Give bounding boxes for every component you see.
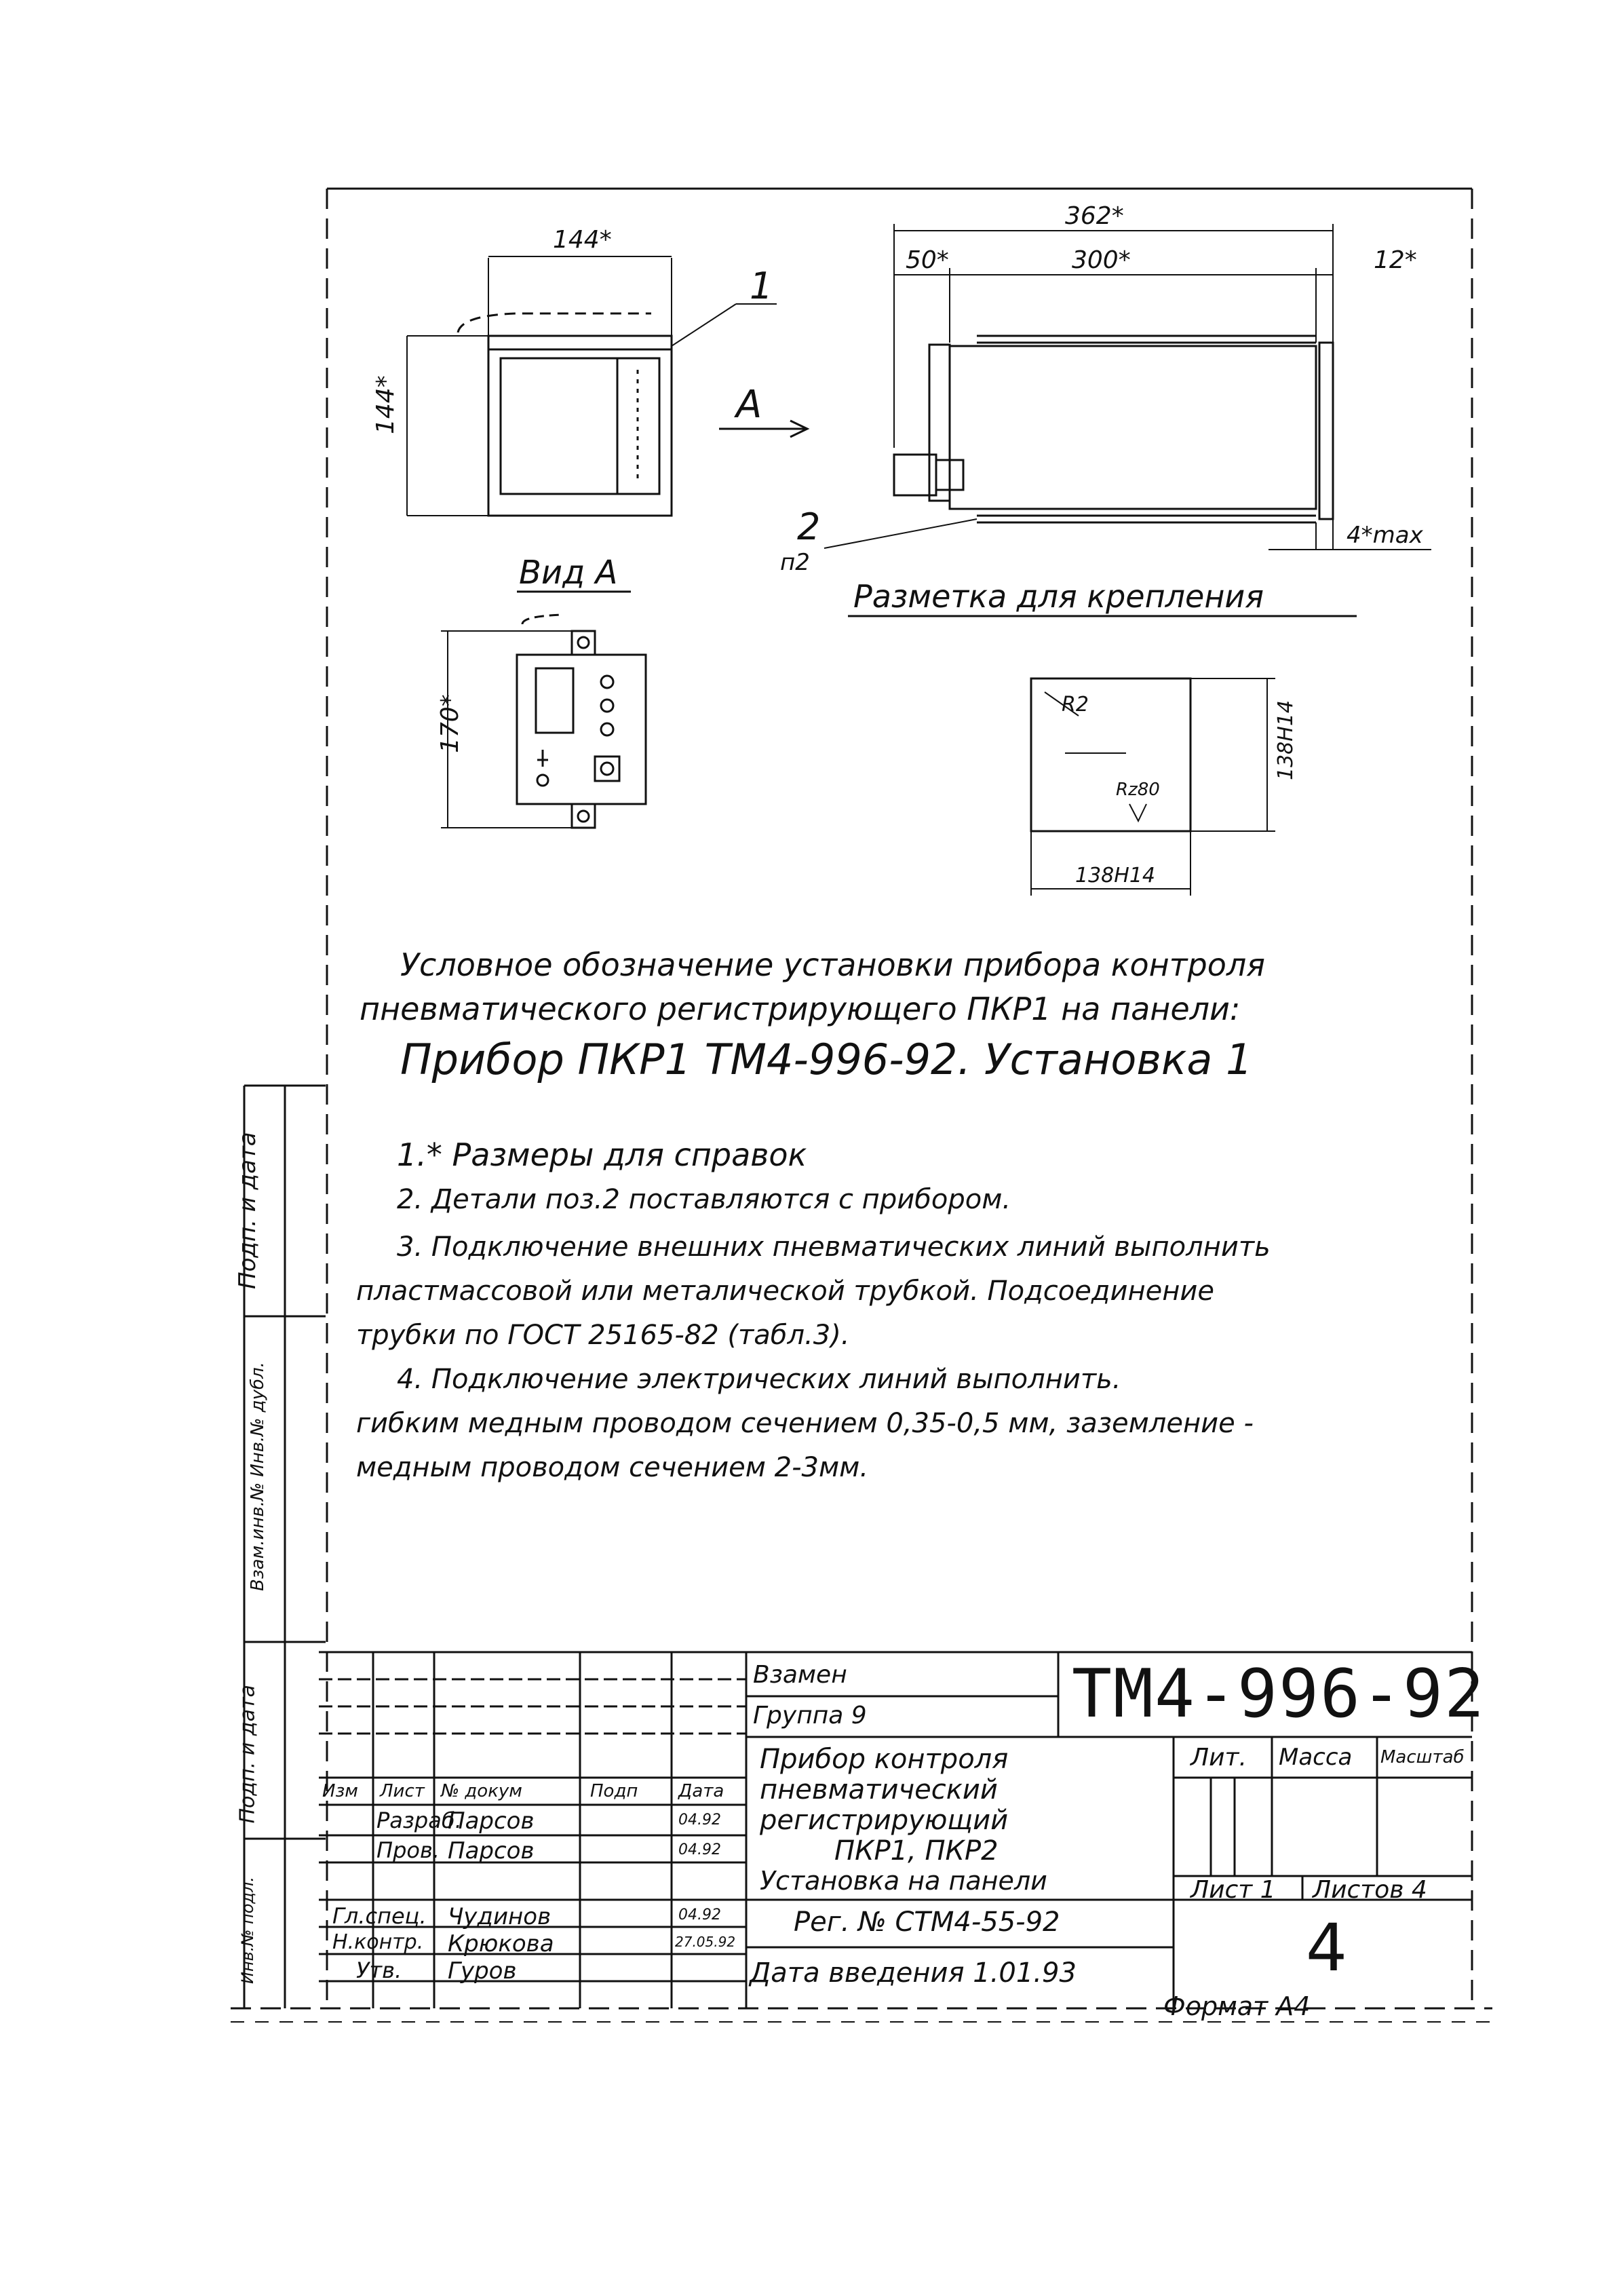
note-4-cont-2: медным проводом сечением 2-3мм.	[356, 1452, 869, 1483]
side-left-dim: 50*	[906, 246, 949, 274]
tb-data-vvedeniya: Дата введения 1.01.93	[750, 1957, 1077, 1989]
view-arrow-label: A	[736, 383, 762, 427]
side-right-dim: 12*	[1374, 246, 1417, 274]
side-total-dim: 362*	[1065, 202, 1124, 230]
tb-header-podp: Подп	[590, 1781, 638, 1801]
note-3-cont-2: трубки по ГОСТ 25165-82 (табл.3).	[356, 1320, 850, 1351]
note-3: 3. Подключение внешних пневматических линий выполнить	[397, 1231, 1271, 1263]
stamp-vzam-inv: Взам.инв.№ Инв.№ дубл.	[248, 1362, 268, 1591]
note-3-cont-1: пластмассовой или металической трубкой. Подсоединение	[356, 1276, 1214, 1307]
front-width-dim: 144*	[553, 226, 612, 254]
tb-page-number: 4	[1306, 1910, 1348, 1986]
tb-header-data: Дата	[678, 1781, 724, 1801]
tb-gruppa: Группа 9	[753, 1702, 867, 1729]
designation-line-1: Условное обозначение установки прибора контроля	[400, 946, 1265, 983]
front-height-dim: 144*	[372, 375, 400, 434]
format-label: Формат А4	[1163, 1991, 1311, 2021]
tb-row-role: Пров.	[376, 1837, 440, 1863]
note-1: 1.* Размеры для справок	[397, 1136, 807, 1173]
tb-row-date: 04.92	[678, 1907, 721, 1924]
designation-line-3: Прибор ПКР1 ТМ4-996-92. Установка 1	[400, 1035, 1253, 1084]
side-gap-dim: 4*max	[1347, 522, 1423, 549]
tb-name-line-1: Прибор контроля	[760, 1744, 1009, 1775]
tb-row-role: Гл.спец.	[332, 1903, 427, 1929]
cutout-finish: Rz80	[1116, 780, 1160, 800]
tb-row-date: 27.05.92	[675, 1934, 736, 1950]
cutout-title: Разметка для крепления	[853, 578, 1264, 615]
tb-row-name: Крюкова	[448, 1930, 554, 1957]
stamp-podp-data-2: Подп. и дата	[235, 1685, 260, 1824]
view-a	[441, 615, 646, 828]
tb-row-name: Парсов	[448, 1807, 535, 1835]
tb-row-name: Парсов	[448, 1837, 535, 1864]
tb-row-name: Гуров	[448, 1957, 517, 1985]
designation-line-2: пневматического регистрирующего ПКР1 на панели:	[360, 991, 1241, 1027]
tb-name-line-2: пневматический	[760, 1774, 998, 1805]
tb-list: Лист 1	[1190, 1876, 1276, 1904]
leader-1-label: 1	[750, 265, 773, 307]
tb-row-role: Утв.	[356, 1957, 402, 1983]
view-a-title: Вид А	[519, 554, 618, 592]
leader-2-sub-label: п2	[780, 549, 810, 576]
tb-header-doc: № докум	[441, 1781, 522, 1801]
tb-doc-number: ТМ4-996-92	[1072, 1656, 1486, 1733]
tb-vzamen: Взамен	[753, 1661, 847, 1689]
tb-row-role: Разраб.	[376, 1807, 462, 1833]
tb-massa: Масса	[1279, 1744, 1353, 1771]
tb-lit: Лит.	[1190, 1744, 1247, 1772]
tb-reg: Рег. № СТМ4-55-92	[794, 1907, 1060, 1938]
tb-listov: Листов 4	[1313, 1876, 1427, 1904]
tb-name-line-3: регистрирующий	[760, 1805, 1009, 1836]
cutout-width-dim: 138H14	[1075, 864, 1155, 887]
tb-name-line-5: Установка на панели	[760, 1866, 1047, 1896]
stamp-podp-data: Подп. и дата	[234, 1132, 261, 1289]
cutout-radius: R2	[1062, 693, 1089, 716]
tb-header-list: Лист	[380, 1781, 425, 1801]
tb-name-line-4: ПКР1, ПКР2	[834, 1835, 999, 1867]
view-a-height-dim: 170*	[436, 694, 464, 753]
tb-masshtab: Масштаб	[1380, 1747, 1465, 1767]
note-4: 4. Подключение электрических линий выполнить.	[397, 1364, 1121, 1395]
note-2: 2. Детали поз.2 поставляются с прибором.	[397, 1184, 1011, 1215]
side-mid-dim: 300*	[1072, 246, 1131, 274]
tb-row-date: 04.92	[678, 1841, 721, 1858]
cutout-height-dim: 138H14	[1274, 700, 1298, 780]
note-4-cont-1: гибким медным проводом сечением 0,35-0,5 мм, заземление -	[356, 1408, 1254, 1439]
tb-row-date: 04.92	[678, 1812, 721, 1829]
tb-row-role: Н.контр.	[332, 1930, 424, 1954]
front-view	[407, 256, 777, 516]
tb-row-name: Чудинов	[448, 1903, 551, 1930]
tb-header-izm: Изм	[322, 1781, 358, 1801]
leader-2-label: 2	[797, 505, 821, 548]
stamp-inv-podl: Инв.№ подл.	[238, 1877, 257, 1984]
